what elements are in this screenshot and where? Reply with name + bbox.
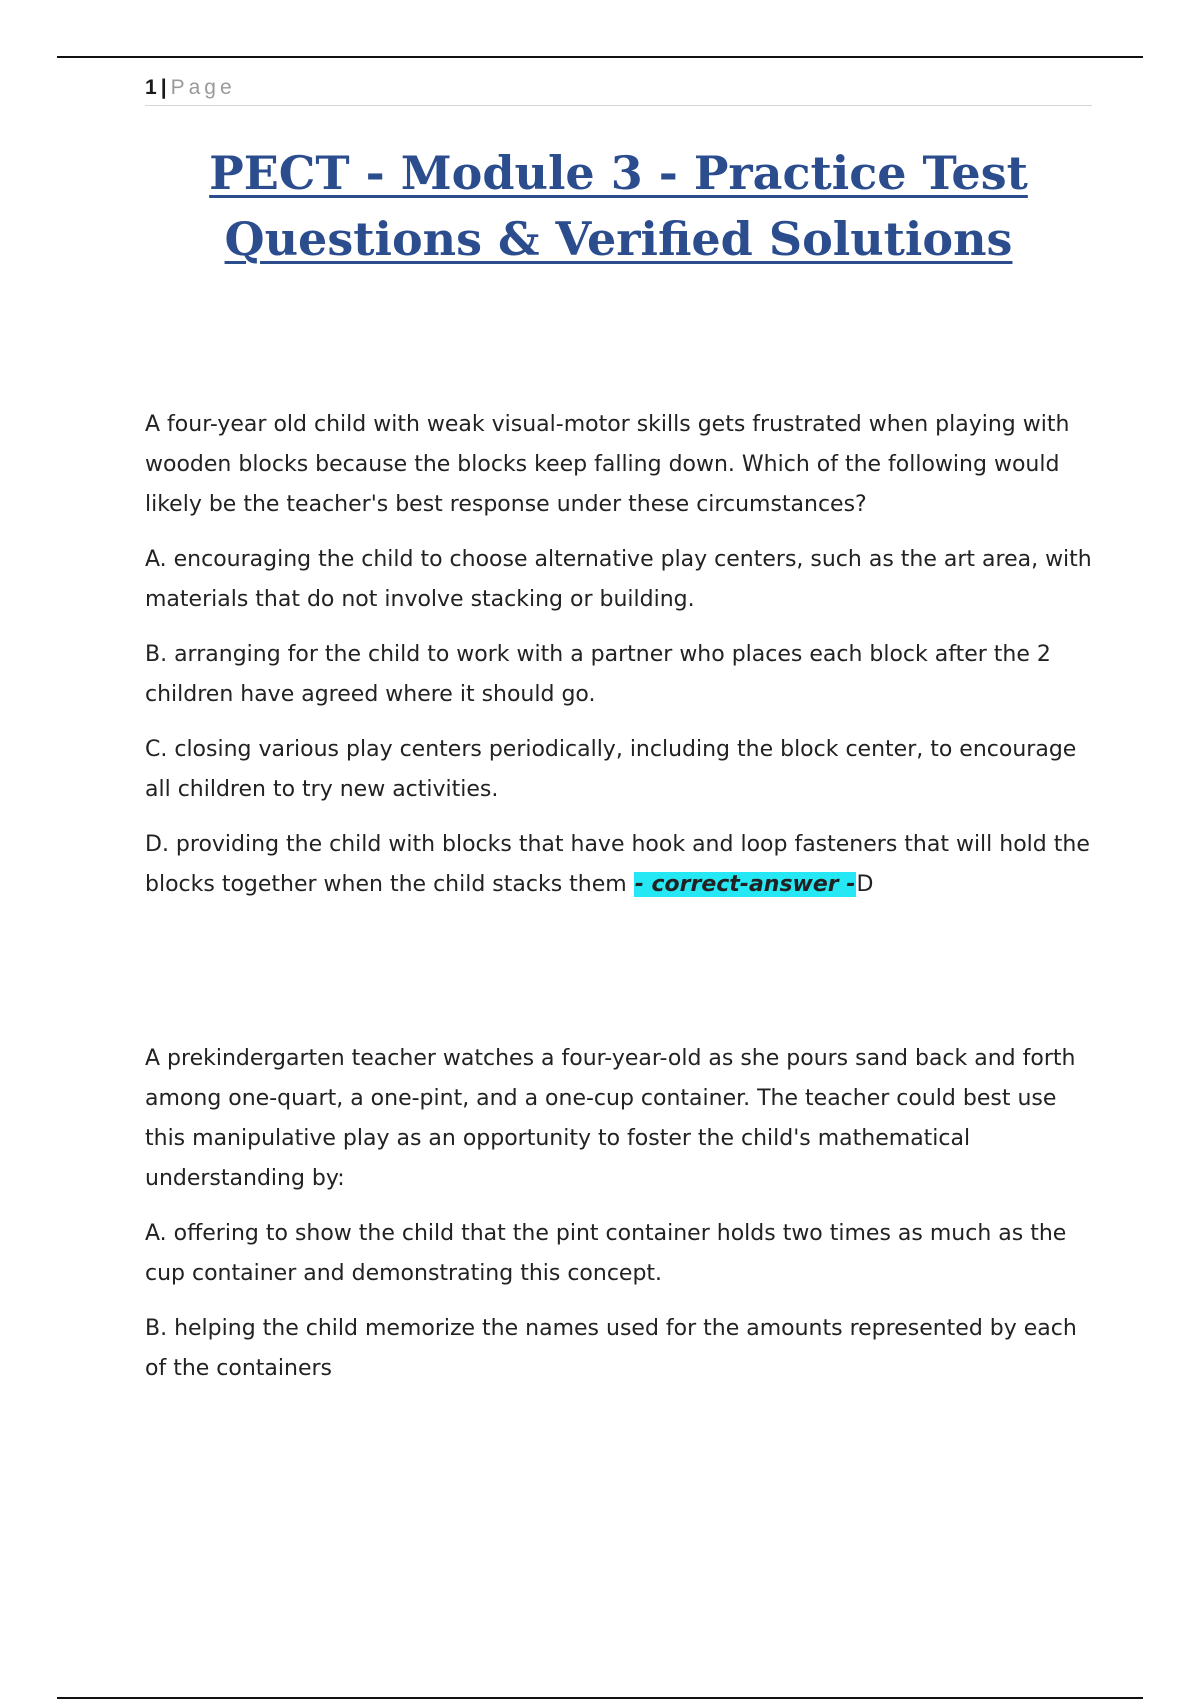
answer-option-b: B. arranging for the child to work with a partner who places each block after the 2 children have agreed where it should go.	[145, 642, 1051, 707]
title-line-1: PECT - Module 3 - Practice Test	[209, 146, 1028, 200]
answer-option-a: A. encouraging the child to choose alternative play centers, such as the art area, with materials that do not involve stacking or building.	[145, 547, 1092, 612]
question-stem: A four-year old child with weak visual-motor skills gets frustrated when playing with wooden blocks because the blocks keep falling down. Which of the following would likely be the teacher's best response under these circumstances?	[145, 412, 1070, 517]
header-divider	[145, 105, 1092, 106]
answer-option-d-text: D. providing the child with blocks that have hook and loop fasteners that will hold the blocks together when the child stacks them	[145, 832, 1090, 897]
question-block-2	[145, 1039, 1093, 1404]
answer-option-c: C. closing various play centers periodically, including the block center, to encourage all children to try new activities.	[145, 737, 1077, 802]
page-header	[145, 74, 236, 102]
page-separator: |	[160, 76, 168, 99]
top-border-rule	[57, 56, 1143, 58]
answer-option-a: A. offering to show the child that the pint container holds two times as much as the cup container and demonstrating this concept.	[145, 1221, 1067, 1286]
correct-answer-marker: - correct-answer -	[634, 872, 856, 897]
question-stem: A prekindergarten teacher watches a four-year-old as she pours sand back and forth among one-quart, a one-pint, and a one-cup container. The teacher could best use this manipulative play as an opportunity to foster the child's mathematical understanding by:	[145, 1046, 1076, 1191]
answer-option-b: B. helping the child memorize the names used for the amounts represented by each of the containers	[145, 1316, 1077, 1381]
page-number: 1	[145, 76, 158, 99]
correct-answer-value: D	[856, 872, 874, 897]
question-block-1	[145, 405, 1093, 920]
document-title	[145, 140, 1092, 272]
answer-option-d	[145, 825, 1093, 905]
bottom-border-rule	[57, 1697, 1143, 1699]
title-line-2: Questions & Verified Solutions	[224, 212, 1013, 266]
page-label: Page	[170, 76, 236, 99]
